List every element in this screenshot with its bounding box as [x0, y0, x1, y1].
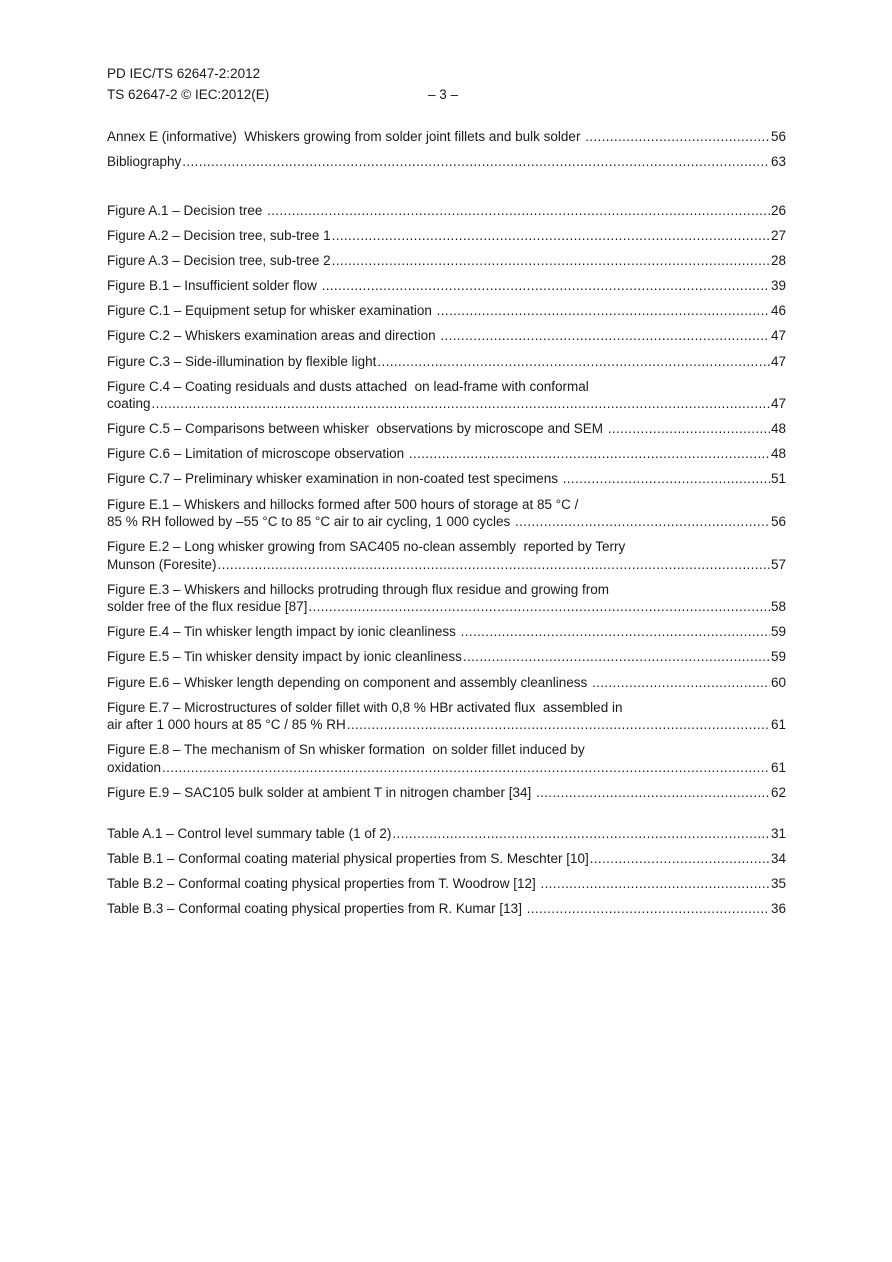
dot-leader [437, 302, 770, 320]
toc-entry-page: 48 [770, 446, 786, 462]
toc-entry[interactable] [107, 153, 786, 171]
toc-entry-title: Bibliography [107, 154, 182, 170]
figure-entry[interactable] [107, 353, 786, 371]
toc-entry-title: Figure A.1 – Decision tree [107, 203, 267, 218]
document-id: PD IEC/TS 62647-2:2012 [107, 66, 261, 81]
figure-entry[interactable] [107, 445, 786, 463]
toc-entry-title: Munson (Foresite) [107, 556, 217, 572]
figure-entry[interactable] [107, 496, 786, 531]
toc-entry-title: Figure A.3 – Decision tree, sub-tree 2 [107, 253, 331, 269]
toc-entry-page: 62 [770, 784, 786, 800]
dot-leader [585, 128, 770, 146]
toc-entry-page: 47 [770, 353, 786, 369]
toc-entry-title: Figure E.5 – Tin whisker density impact by ionic cleanliness [107, 649, 462, 665]
toc-entry-title: coating [107, 396, 151, 412]
toc-entry-page: 51 [770, 471, 786, 487]
toc-entry-page: 59 [770, 624, 786, 640]
toc-entry[interactable] [107, 128, 786, 146]
toc-entry-title: air after 1 000 hours at 85 °C / 85 % RH [107, 717, 346, 733]
figure-entry[interactable] [107, 741, 786, 776]
toc-entry-title: Table B.3 – Conformal coating physical properties from R. Kumar [13] [107, 901, 526, 917]
toc-entry-title: Figure C.3 – Side-illumination by flexible light [107, 353, 377, 369]
figure-entry[interactable] [107, 538, 786, 573]
figure-entry[interactable] [107, 581, 786, 616]
table-entry[interactable] [107, 875, 786, 893]
page-number: – 3 – [428, 87, 459, 102]
toc-entry-title: Table B.2 – Conformal coating physical properties from T. Woodrow [12] [107, 876, 540, 892]
toc-entry-page: 31 [770, 826, 786, 841]
dot-leader [590, 850, 770, 868]
dot-leader [332, 227, 770, 245]
toc-entry-page: 56 [770, 129, 786, 144]
toc-entry-page: 48 [770, 421, 786, 437]
dot-leader [592, 674, 770, 692]
dot-leader [182, 153, 770, 171]
dot-leader [515, 513, 770, 531]
dot-leader [527, 900, 770, 918]
toc-entry-page: 63 [770, 154, 786, 170]
toc-entry-page: 58 [770, 599, 786, 615]
figure-entry[interactable] [107, 277, 786, 295]
toc-annex-section [107, 128, 786, 178]
document-copyright-line: TS 62647-2 © IEC:2012(E) [107, 87, 270, 102]
toc-entry-title: Table A.1 – Control level summary table (1 of 2) [107, 826, 392, 841]
toc-entry-title: Figure C.5 – Comparisons between whisker observations by microscope and SEM [107, 421, 607, 437]
dot-leader [409, 445, 770, 463]
table-entry[interactable] [107, 825, 786, 843]
dot-leader [392, 825, 770, 843]
dot-leader [377, 353, 770, 371]
figure-entry[interactable] [107, 623, 786, 641]
toc-entry-title: oxidation [107, 759, 162, 775]
toc-entry-title: 85 % RH followed by –55 °C to 85 °C air to air cycling, 1 000 cycles [107, 514, 514, 530]
dot-leader [322, 277, 770, 295]
figure-entry[interactable] [107, 648, 786, 666]
figure-entry[interactable] [107, 674, 786, 692]
toc-entry-page: 28 [770, 253, 786, 269]
toc-entry-title-line: Figure E.2 – Long whisker growing from SAC405 no-clean assembly reported by Terry [107, 539, 626, 555]
dot-leader [162, 759, 770, 777]
toc-entry-page: 59 [770, 649, 786, 665]
toc-entry-page: 34 [770, 851, 786, 867]
toc-entry-title: Figure C.2 – Whiskers examination areas and direction [107, 328, 440, 344]
toc-entry-page: 36 [770, 901, 786, 917]
list-of-tables [107, 825, 786, 925]
figure-entry[interactable] [107, 327, 786, 345]
list-of-figures [107, 202, 786, 809]
toc-entry-title-line: Figure E.7 – Microstructures of solder fillet with 0,8 % HBr activated flux assembled in [107, 699, 623, 715]
toc-entry-title: Annex E (informative) Whiskers growing from solder joint fillets and bulk solder [107, 129, 585, 144]
toc-entry-title-line: Figure C.4 – Coating residuals and dusts attached on lead-frame with conformal [107, 378, 589, 394]
dot-leader [461, 623, 770, 641]
dot-leader [536, 784, 770, 802]
dot-leader [347, 716, 770, 734]
figure-entry[interactable] [107, 302, 786, 320]
figure-entry[interactable] [107, 202, 786, 220]
toc-entry-page: 61 [770, 717, 786, 733]
toc-entry-title: Figure A.2 – Decision tree, sub-tree 1 [107, 228, 331, 244]
toc-entry-title: Figure C.7 – Preliminary whisker examination in non-coated test specimens [107, 471, 562, 487]
table-entry[interactable] [107, 850, 786, 868]
dot-leader [540, 875, 770, 893]
toc-entry-title: Figure E.6 – Whisker length depending on component and assembly cleanliness [107, 674, 592, 690]
toc-entry-title: Figure B.1 – Insufficient solder flow [107, 278, 321, 294]
figure-entry[interactable] [107, 252, 786, 270]
dot-leader [308, 598, 770, 616]
toc-entry-title-line: Figure E.3 – Whiskers and hillocks protruding through flux residue and growing from [107, 581, 609, 597]
toc-entry-page: 46 [770, 303, 786, 319]
dot-leader [218, 556, 770, 574]
figure-entry[interactable] [107, 227, 786, 245]
toc-entry-page: 47 [770, 396, 786, 412]
figure-entry[interactable] [107, 784, 786, 802]
dot-leader [608, 420, 770, 438]
dot-leader [152, 395, 770, 413]
toc-entry-page: 47 [770, 328, 786, 344]
toc-entry-title: Figure C.1 – Equipment setup for whisker examination [107, 303, 436, 319]
dot-leader [267, 202, 770, 220]
figure-entry[interactable] [107, 378, 786, 413]
toc-entry-title: Figure E.4 – Tin whisker length impact by ionic cleanliness [107, 624, 460, 640]
toc-entry-page: 57 [770, 556, 786, 572]
dot-leader [563, 470, 770, 488]
figure-entry[interactable] [107, 420, 786, 438]
toc-entry-page: 39 [770, 278, 786, 294]
table-entry[interactable] [107, 900, 786, 918]
toc-entry-page: 60 [770, 674, 786, 690]
figure-entry[interactable] [107, 470, 786, 488]
toc-entry-title: Figure E.9 – SAC105 bulk solder at ambient T in nitrogen chamber [34] [107, 784, 535, 800]
toc-entry-title: Figure C.6 – Limitation of microscope observation [107, 446, 408, 462]
toc-entry-page: 27 [770, 228, 786, 244]
dot-leader [332, 252, 770, 270]
toc-entry-title: solder free of the flux residue [87] [107, 599, 308, 615]
figure-entry[interactable] [107, 699, 786, 734]
toc-entry-page: 56 [770, 514, 786, 530]
toc-entry-page: 26 [770, 203, 786, 218]
dot-leader [463, 648, 770, 666]
toc-entry-title-line: Figure E.8 – The mechanism of Sn whisker formation on solder fillet induced by [107, 742, 585, 758]
toc-entry-page: 61 [770, 759, 786, 775]
toc-entry-page: 35 [770, 876, 786, 892]
toc-entry-title: Table B.1 – Conformal coating material physical properties from S. Meschter [10] [107, 851, 589, 867]
dot-leader [440, 327, 770, 345]
toc-entry-title-line: Figure E.1 – Whiskers and hillocks formed after 500 hours of storage at 85 °C / [107, 496, 579, 512]
